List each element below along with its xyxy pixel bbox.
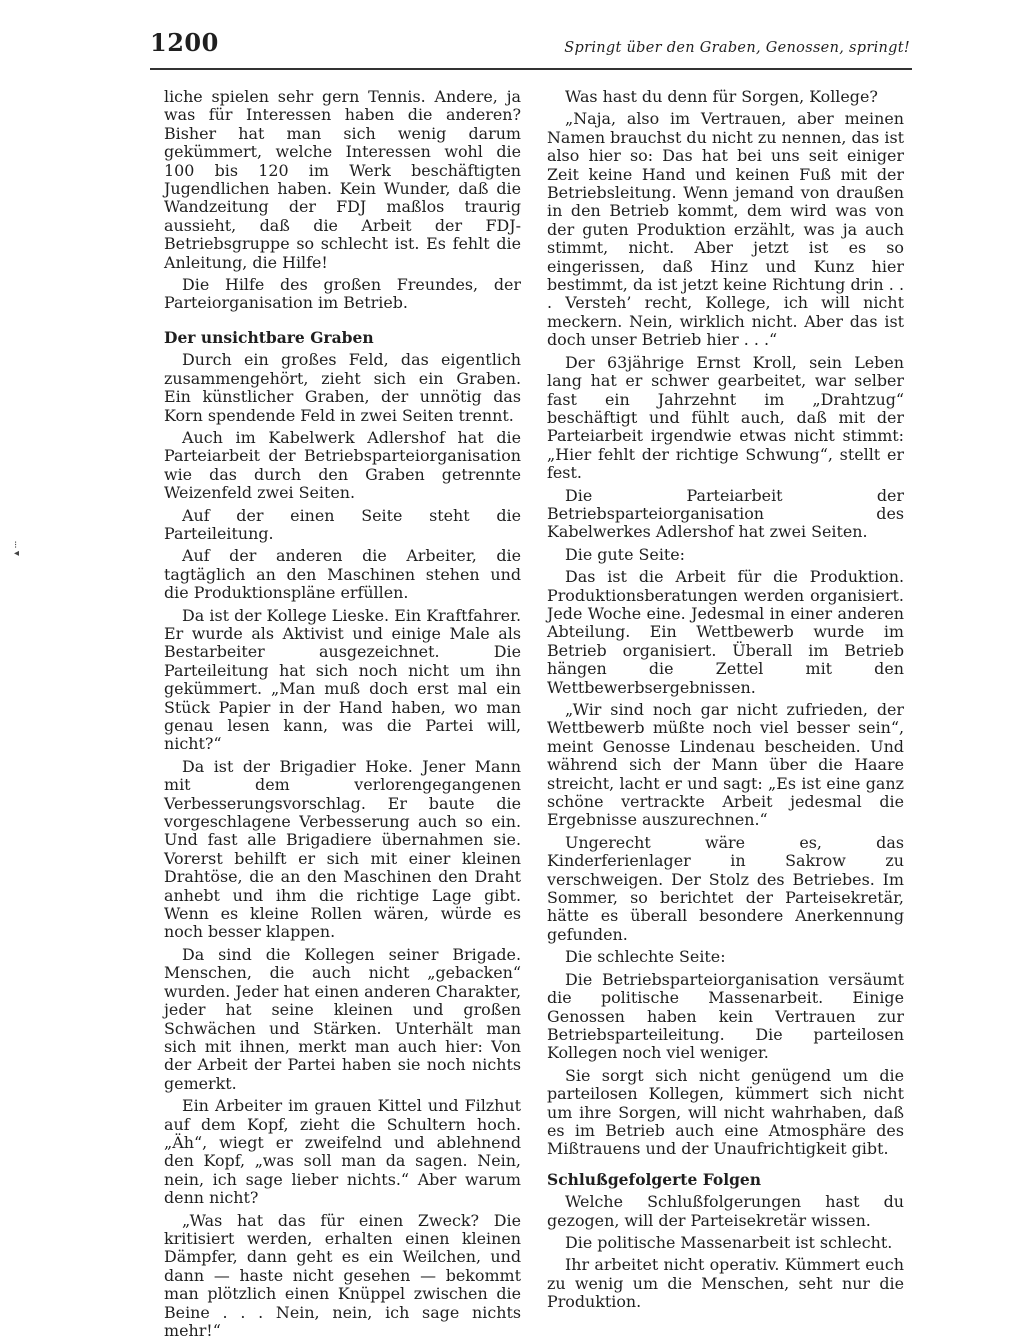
paragraph: Da sind die Kollegen seiner Brigade. Menschen, die auch nicht „gebacken“ wurden. Jeder hat einen anderen Charakter, jeder hat seine kleinen und großen Schwächen und Stärken. Unterhält man sich mit ihnen, merkt man auch hier: Von der Arbeit der Partei haben sie noch nichts gemerkt.: [164, 944, 521, 1093]
paragraph: Durch ein großes Feld, das eigentlich zusammengehört, zieht sich ein Graben. Ein künstlicher Graben, der unnötig das Korn spendende Feld in zwei Seiten trennt.: [164, 350, 521, 425]
running-title: Springt über den Graben, Genossen, springt!: [564, 40, 910, 56]
paragraph: Auch im Kabelwerk Adlershof hat die Parteiarbeit der Betriebsparteiorganisation wie das durch den Graben getrennte Weizenfeld zwei Seiten.: [164, 427, 521, 503]
paragraph: Die politische Massenarbeit ist schlecht.: [565, 1232, 893, 1252]
page-number: 1200: [150, 28, 219, 57]
paragraph: Ungerecht wäre es, das Kinderferienlager in Sakrow zu verschweigen. Der Stolz des Betriebes. Im Sommer, so berichtet der Parteisekretär, hätte es überall besondere Anerkennung gefunden.: [547, 832, 904, 944]
paragraph: Der 63jährige Ernst Kroll, sein Leben lang hat er schwer gearbeitet, war selber fast ein Jahrzehnt im „Drahtzug“ beschäftigt und fühlt auch, daß mit der Parteiarbeit irgendwie etwas nicht stimmt: „Hier fehlt der richtige Schwung“, stellt er fest.: [547, 352, 904, 483]
paragraph: Die gute Seite:: [565, 544, 686, 564]
paragraph: Da ist der Brigadier Hoke. Jener Mann mit dem verlorengegangenen Verbesserungsvorschlag. Er baute die vorgeschlagene Verbesserung auch so ein. Und fast alle Brigadiere übernahmen sie. Vorerst behilft er sich mit einer kleinen Drahtöse, die an den Maschinen den Draht anhebt und ihm die richtige Lage gibt. Wenn es kleine Rollen wären, würde es noch besser klappen.: [164, 756, 521, 942]
paragraph: Ihr arbeitet nicht operativ. Kümmert euch zu wenig um die Menschen, seht nur die Produktion.: [547, 1255, 904, 1312]
paragraph: Die schlechte Seite:: [565, 947, 726, 967]
margin-mark: ⁝: [14, 540, 18, 551]
paragraph: Das ist die Arbeit für die Produktion. Produktionsberatungen werden organisiert. Jede Woche eine. Jedesmal in einer anderen Abteilung. Ein Wettbewerb wurde im Betrieb organisiert. Überall im Betrieb hängen die Zettel mit den Wettbewerbsergebnissen.: [547, 567, 904, 697]
paragraph: Die Parteiarbeit der Betriebsparteiorganisation des Kabelwerkes Adlershof hat zwei Seiten.: [547, 485, 904, 542]
paragraph: Auf der einen Seite steht die Parteileitung.: [164, 505, 521, 543]
paragraph: „Was hat das für einen Zweck? Die kritisiert werden, erhalten einen kleinen Dämpfer, dann geht es ein Weilchen, und dann — haste nicht gesehen — bekommt man plötzlich einen Knüppel zwischen die Beine . . . Nein, nein, ich sage nichts mehr!“: [164, 1210, 521, 1340]
section-heading: Schlußgefolgerte Folgen: [547, 1169, 762, 1189]
paragraph: liche spielen sehr gern Tennis. Andere, ja was für Interessen haben die anderen? Bisher hat man sich wenig darum gekümmert, welche Interessen wohl die 100 bis 120 im Werk beschäftigten Jugendlichen haben. Kein Wunder, daß die Wandzeitung der FDJ maßlos traurig aussieht, daß die Arbeit der FDJ-Betriebsgruppe so schlecht ist. Es fehlt die Anleitung, die Hilfe!: [164, 87, 521, 272]
section-heading: Der unsichtbare Graben: [164, 327, 374, 347]
paragraph: Da ist der Kollege Lieske. Ein Kraftfahrer. Er wurde als Aktivist und einige Male als Bestarbeiter ausgezeichnet. Die Parteileitung hat sich noch nicht um ihn gekümmert. „Man muß doch erst mal ein Stück Papier in der Hand haben, wo man genau lesen kann, was die Partei will, nicht?“: [164, 605, 521, 754]
paragraph: Die Betriebsparteiorganisation versäumt die politische Massenarbeit. Einige Genossen haben kein Vertrauen zur Betriebsparteileitung. Die parteilosen Kollegen noch viel weniger.: [547, 969, 904, 1063]
paragraph: „Wir sind noch gar nicht zufrieden, der Wettbewerb müßte noch viel besser sein“, meint Genosse Lindenau bescheiden. Und während sich der Mann über die Haare streicht, lacht er und sagt: „Es ist eine ganz schöne vertrackte Arbeit jedesmal die Ergebnisse auszurechnen.“: [547, 700, 904, 830]
paragraph: Welche Schlußfolgerungen hast du gezogen, will der Parteisekretär wissen.: [547, 1192, 904, 1230]
paragraph: Ein Arbeiter im grauen Kittel und Filzhut auf dem Kopf, zieht die Schultern hoch. „Äh“, wiegt er zweifelnd und ablehnend den Kopf, „was soll man da sagen. Nein, nein, ich sage lieber nichts.“ Aber warum denn nicht?: [164, 1096, 521, 1208]
margin-mark: ◂: [14, 548, 20, 559]
paragraph: Auf der anderen die Arbeiter, die tagtäglich an den Maschinen stehen und die Produktionspläne erfüllen.: [164, 546, 521, 603]
left-column: [164, 88, 521, 1344]
paragraph: Was hast du denn für Sorgen, Kollege?: [565, 87, 878, 106]
paragraph: „Naja, also im Vertrauen, aber meinen Namen brauchst du nicht zu nennen, das ist also hier so: Das hat bei uns seit einiger Zeit keine Hand und keinen Fuß mit der Betriebsleitung. Wenn jemand von draußen in den Betrieb kommt, dem wird was von der guten Produktion erzählt, was ja auch stimmt, nicht. Aber jetzt ist es so eingerissen, daß Hinz und Kunz hier bestimmt, da ist jetzt keine Richtung drin . . . Versteh’ recht, Kollege, ich will nicht meckern. Nein, wirklich nicht. Aber das ist doch unser Betrieb hier . . .“: [547, 109, 904, 350]
header-rule: [150, 68, 912, 70]
paragraph: Sie sorgt sich nicht genügend um die parteilosen Kollegen, kümmert sich nicht um ihre Sorgen, will nicht wahrhaben, daß es im Betrieb auch eine Atmosphäre des Mißtrauens und der Unaufrichtigkeit gibt.: [547, 1065, 904, 1159]
paragraph: Die Hilfe des großen Freundes, der Parteiorganisation im Betrieb.: [164, 275, 521, 313]
right-column: [547, 88, 904, 1316]
